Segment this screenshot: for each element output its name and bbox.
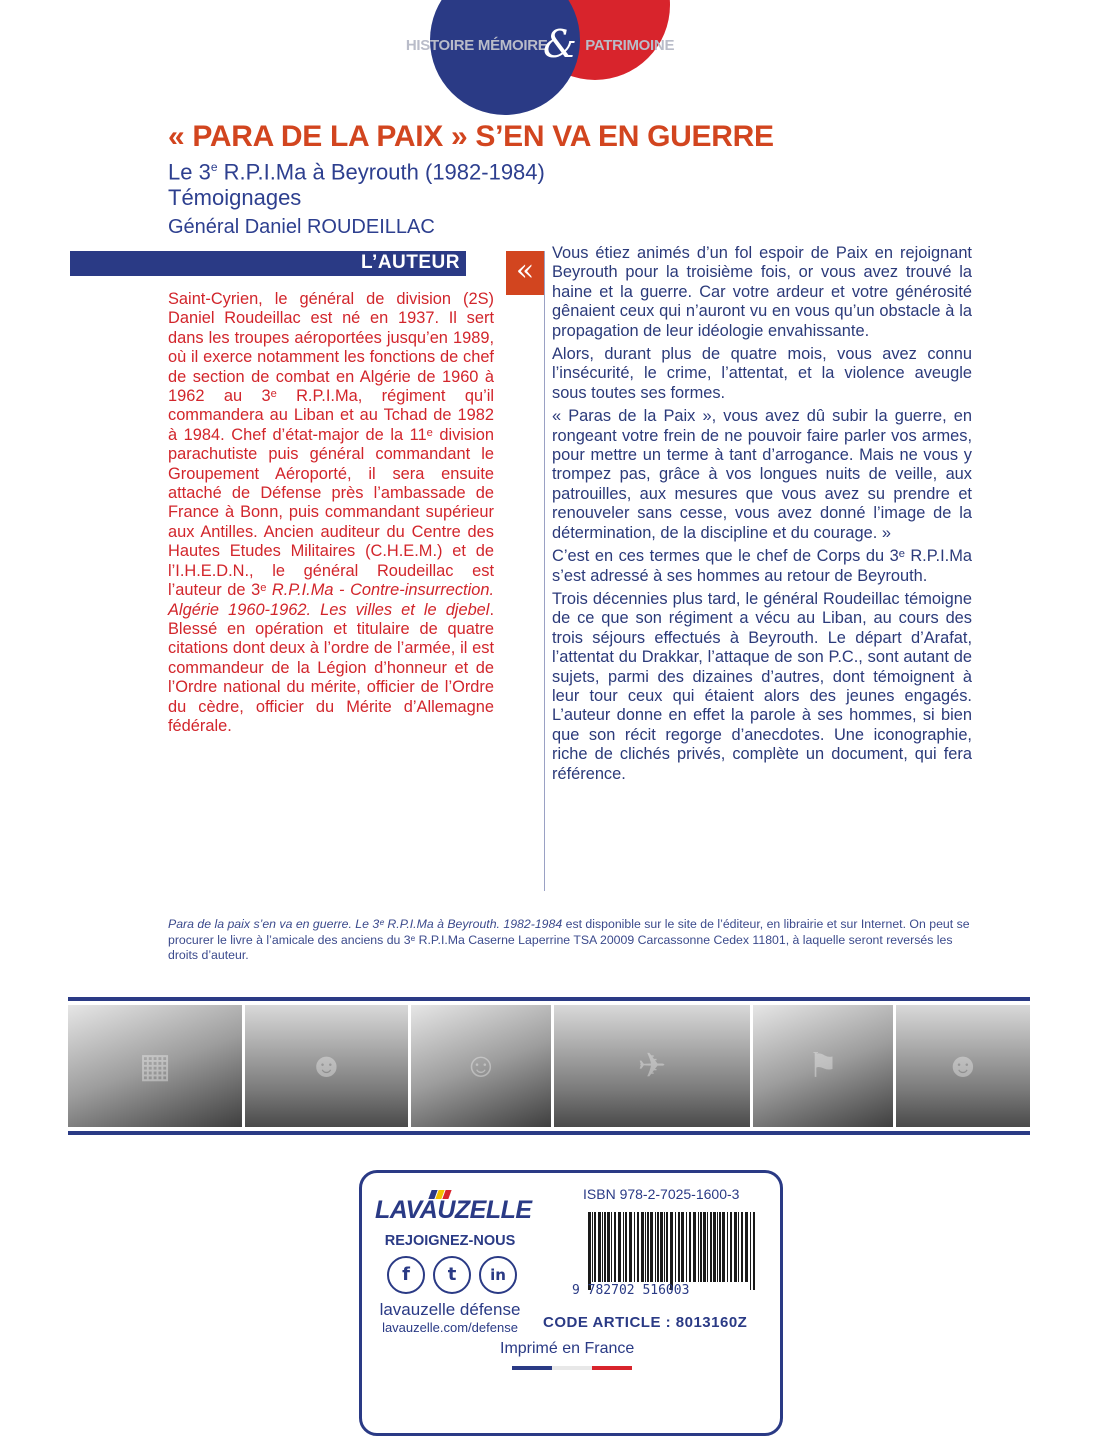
barcode-bar — [611, 1212, 612, 1282]
author-section-label: L’AUTEUR — [361, 252, 460, 273]
barcode-bar — [678, 1212, 680, 1282]
photo-meeting — [411, 1005, 551, 1127]
subtitle-line-1: Le 3e R.P.I.Ma à Beyrouth (1982-1984) — [168, 159, 545, 185]
body-paragraph: « Paras de la Paix », vous avez dû subir la guerre, en rongeant votre frein de ne pouvoir faire parler vos armes, pour mettre un terme à tant d’arrogance. Mais ne vous y trompez pas, grâce à vos longues nuits de veille, aux patrouilles, aux mesures que vous avez su prendre et renouveler sans cesse, vous avez donné l’image de la détermination, de la discipline et du courage. » — [552, 407, 972, 542]
photo-strip — [68, 997, 1030, 1135]
barcode-bar — [686, 1212, 687, 1282]
body-paragraph: Vous étiez animés d’un fol espoir de Paix en rejoignant Beyrouth pour la troisième fois, or vous avez trouvé la haine et la guerre. Car votre ardeur et votre générosité gênaient ceux qui n’auront vu en vous qu’un obstacle à la propagation de leur idéologie envahissante. — [552, 244, 972, 340]
barcode-bar — [666, 1212, 668, 1282]
barcode-bar — [681, 1212, 684, 1282]
barcode-bar — [604, 1212, 606, 1282]
book-subtitle — [168, 154, 545, 211]
officers-photo-icon: ☻ — [308, 1046, 345, 1085]
barcode-bar — [670, 1212, 673, 1290]
barcode-bar — [717, 1212, 718, 1282]
publisher-site-link[interactable]: lavauzelle.com/defense — [382, 1320, 518, 1335]
barcode-bar — [727, 1212, 728, 1282]
barcode-bar — [719, 1212, 721, 1282]
paratroopers-photo-icon: ✈ — [637, 1047, 667, 1085]
barcode-bar — [634, 1212, 635, 1282]
logo-text — [395, 37, 685, 54]
barcode-bar — [664, 1212, 665, 1282]
barcode-digits: 9 782702 516003 — [572, 1283, 690, 1298]
barcode-bar — [689, 1212, 691, 1282]
subtitle-line-2: Témoignages — [168, 185, 302, 211]
barcode-bar — [614, 1212, 616, 1282]
barcode-bar — [750, 1212, 751, 1290]
barcode-bar — [629, 1212, 632, 1282]
tank-photo-icon: ⚑ — [807, 1047, 839, 1085]
code-article: CODE ARTICLE : 8013160Z — [543, 1314, 748, 1331]
barcode-bar — [745, 1212, 748, 1282]
quote-mark-icon: « — [506, 251, 544, 295]
barcode-bar — [698, 1212, 699, 1282]
author-name: Général Daniel ROUDEILLAC — [168, 216, 435, 238]
photo-paratroopers — [554, 1005, 750, 1127]
soldiers-photo-icon: ☻ — [945, 1046, 981, 1085]
barcode-bar — [650, 1212, 653, 1282]
barcode-bar — [637, 1212, 639, 1282]
barcode-bar — [625, 1212, 627, 1282]
photo-building — [68, 1005, 242, 1127]
flag-white — [552, 1366, 592, 1370]
barcode-bar — [602, 1212, 603, 1282]
french-flag-rule — [512, 1366, 632, 1370]
logo-text-right: PATRIMOINE — [585, 37, 675, 54]
barcode-bar — [707, 1212, 708, 1282]
barcode-bar — [588, 1212, 591, 1290]
barcode-bar — [734, 1212, 737, 1282]
barcode-bar — [623, 1212, 624, 1282]
logo-ampersand: & — [543, 22, 577, 66]
meeting-photo-icon: ☺ — [463, 1046, 499, 1085]
barcode-bar — [645, 1212, 646, 1282]
facebook-icon[interactable]: f — [387, 1256, 425, 1294]
barcode-bar — [738, 1212, 739, 1282]
twitter-icon[interactable]: t — [433, 1256, 471, 1294]
brand-stripes-icon — [430, 1186, 454, 1196]
barcode-bar — [730, 1212, 732, 1282]
quote-divider — [544, 251, 545, 891]
linkedin-icon[interactable]: in — [479, 1256, 517, 1294]
barcode-bar — [647, 1212, 649, 1282]
back-cover-text — [552, 244, 972, 788]
flag-blue — [512, 1366, 552, 1370]
body-paragraph: Trois décennies plus tard, le général Roudeillac témoigne de ce que son régiment a vécu au Liban, au cours des trois séjours effectués à Beyrouth. Le départ d’Arafat, l’attentat du Drakkar, l’attaque de son P.C., sont autant de sujets, parmi des dizaines d’autres, dont témoignent à leur tour ceux qui étaient alors des jeunes engagés. L’auteur donne en effet la parole à ses hommes, si bien que son récit regorge d’anecdotes. Une iconographie, riche de clichés privés, complète un document, qui fera référence. — [552, 589, 972, 783]
flag-red — [592, 1366, 632, 1370]
body-paragraph: Alors, durant plus de quatre mois, vous avez connu l’insécurité, le crime, l’attentat, et la violence aveugle sous toutes ses formes. — [552, 345, 972, 402]
barcode-bar — [657, 1212, 659, 1282]
author-bio — [168, 290, 494, 736]
photo-officers — [245, 1005, 408, 1127]
body-paragraph: C’est en ces termes que le chef de Corps du 3ᵉ R.P.I.Ma s’est adressé à ses hommes au retour de Beyrouth. — [552, 547, 972, 585]
author-bio-text: Saint-Cyrien, le général de division (2S) Daniel Roudeillac est né en 1937. Il sert dans les troupes aéroportées jusqu’en 1989, où il exerce notamment les fonctions de chef de section de combat en Algérie de 1960 à 1962 au 3ᵉ R.P.I.Ma, régiment qu’il commandera au Liban et au Tchad de 1982 à 1984. Chef d’état-major de la 11ᵉ division parachutiste puis général commandant le Groupement Aéroporté, il sera ensuite attaché de Défense près l’ambassade de France à Bonn, puis commandant supérieur aux Antilles. Ancien auditeur du Centre des Hautes Etudes Militaires (C.H.E.M.) et de l’I.H.E.D.N., le général Roudeillac est l’auteur de 3ᵉ R.P.I.Ma - Contre-insurrection. Algérie 1960-1962. Les villes et le djebel. Blessé en opération et titulaire de quatre citations dont deux à l’ordre de l’armée, il est commandeur de la Légion d’honneur et de l’Ordre national du mérite, officier de l’Ordre du cèdre, officier du Mérite d’Allemagne fédérale. — [168, 290, 494, 735]
publisher-logo: LAVAUZELLE — [375, 1196, 532, 1224]
strip-bottom-rule — [68, 1131, 1030, 1135]
printed-in: Imprimé en France — [500, 1340, 635, 1357]
join-us-label: REJOIGNEZ-NOUS — [384, 1233, 516, 1249]
photo-soldiers — [896, 1005, 1030, 1127]
building-photo-icon: ▦ — [138, 1047, 172, 1085]
strip-top-rule — [68, 997, 1030, 1001]
social-icons — [387, 1256, 517, 1296]
publisher-site-name: lavauzelle défense — [379, 1300, 521, 1319]
barcode-bar — [710, 1212, 712, 1282]
barcode-bar — [703, 1212, 706, 1282]
barcode-bar — [618, 1212, 621, 1282]
photo-tank — [753, 1005, 893, 1127]
barcode-bar — [607, 1212, 610, 1282]
barcode-bar — [594, 1212, 596, 1282]
book-title: « PARA DE LA PAIX » S’EN VA EN GUERRE — [168, 120, 774, 153]
availability-note: Para de la paix s’en va en guerre. Le 3ᵉ R.P.I.Ma à Beyrouth. 1982-1984 est disponible sur le site de l’éditeur, en librairie et sur Internet. On peut se procurer le livre à l’amicale des anciens du 3ᵉ R.P.I.Ma Caserne Laperrine TSA 20009 Carcassonne Cedex 11801, à laquelle seront reversés les droits d’auteur. — [168, 917, 970, 962]
logo-text-left: HISTOIRE MÉMOIRE — [405, 37, 548, 54]
barcode-bar — [598, 1212, 601, 1282]
barcode-bar — [713, 1212, 716, 1282]
barcode-bar — [700, 1212, 702, 1282]
barcode-bar — [722, 1212, 725, 1282]
barcode-bar — [655, 1212, 656, 1282]
barcode-bar — [693, 1212, 696, 1282]
series-logo — [395, 0, 685, 115]
barcode-bar — [660, 1212, 663, 1282]
barcode-bar — [675, 1212, 676, 1282]
barcode-bar — [741, 1212, 743, 1282]
barcode-bar — [592, 1212, 593, 1282]
barcode-bar — [641, 1212, 644, 1282]
author-section-header — [70, 251, 466, 276]
barcode-bar — [753, 1212, 755, 1290]
isbn: ISBN 978-2-7025-1600-3 — [583, 1186, 740, 1202]
